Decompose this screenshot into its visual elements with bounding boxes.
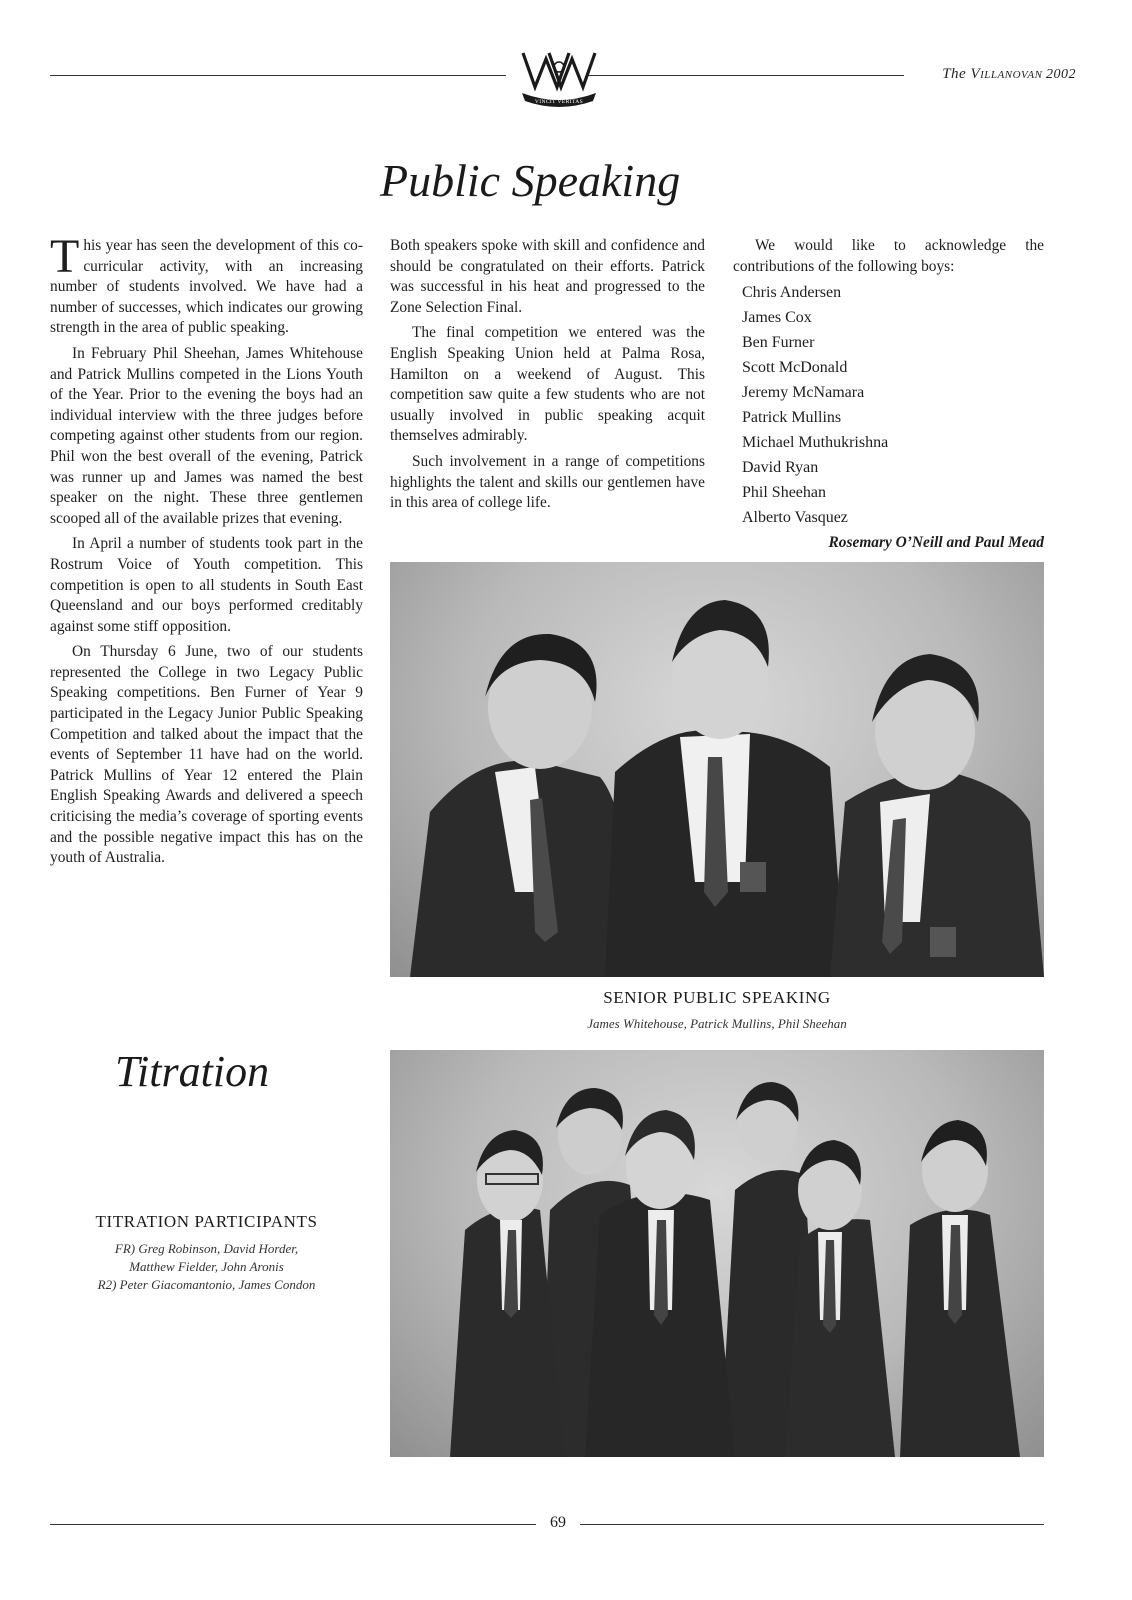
list-item: Michael Muthukrishna (742, 434, 889, 452)
public-speaking-title: Public Speaking (380, 155, 681, 206)
acknowledgement-intro: We would like to acknowledge the contributions of the following boys: (733, 237, 1044, 275)
footer-rule-right (580, 1524, 1044, 1525)
paragraph-2: In February Phil Sheehan, James Whitehouse and Patrick Mullins competed in the Lions Youth of the Year. Prior to the evening the boys had an individual interview with the three judges before competing against other students from our region. Phil won the best overall of the evening, Patrick was runner up and James was named the best speaker on the night. These three gentlemen scooped all of the available prizes that evening. (50, 344, 363, 527)
titration-caption-line-1: FR) Greg Robinson, David Horder, (114, 1241, 299, 1256)
paragraph-6: The final competition we entered was the English Speaking Union held at Palma Rosa, Hamilton on a weekend of August. This competition saw quite a few students who are not usually involved in public speaking acquit themselves admirably. (390, 324, 705, 445)
publication-name: Villanovan (970, 66, 1043, 82)
publication-lead: The (942, 66, 971, 82)
titration-caption-line-2: Matthew Fielder, John Aronis (129, 1259, 284, 1274)
header-rule-left (50, 75, 506, 76)
drop-cap: T (50, 230, 80, 283)
footer-rule-left (50, 1524, 536, 1525)
article-column-2 (390, 236, 705, 514)
list-item: Ben Furner (742, 334, 815, 352)
senior-public-speaking-photo (390, 562, 1044, 977)
participant-name-list (733, 280, 1044, 530)
college-crest-logo (519, 49, 599, 107)
titration-caption-line-3: R2) Peter Giacomantonio, James Condon (97, 1277, 316, 1292)
paragraph-1: This year has seen the development of this co-curricular activity, with an increasing number of students involved. We have had a number of successes, which indicates our growing strength in the area of public speaking. (50, 230, 363, 337)
senior-photo-caption-title: SENIOR PUBLIC SPEAKING (603, 988, 831, 1007)
list-item: Alberto Vasquez (742, 509, 848, 527)
page-number: 69 (550, 1514, 566, 1531)
list-item: James Cox (742, 309, 812, 327)
list-item: Chris Andersen (742, 284, 842, 302)
list-item: David Ryan (742, 459, 819, 477)
list-item: Phil Sheehan (742, 484, 826, 502)
publication-year: 2002 (1046, 67, 1076, 82)
titration-title: Titration (115, 1047, 270, 1096)
paragraph-4: On Thursday 6 June, two of our students represented the College in two Legacy Public Speaking competitions. Ben Furner of Year 9 participated in the Legacy Junior Public Speaking Competition and talked about the impact that the events of September 11 have had on the world. Patrick Mullins of Year 12 entered the Plain English Speaking Awards and delivered a speech criticising the media’s coverage of sporting events and the possible negative impact this has on the youth of Australia. (50, 643, 363, 867)
titration-caption-title: TITRATION PARTICIPANTS (95, 1212, 318, 1231)
header-rule-right (586, 75, 904, 76)
article-authors: Rosemary O’Neill and Paul Mead (828, 534, 1044, 552)
list-item: Jeremy McNamara (742, 384, 865, 402)
article-column-3 (733, 236, 1044, 554)
list-item: Patrick Mullins (742, 409, 842, 427)
paragraph-3: In April a number of students took part in the Rostrum Voice of Youth competition. This competition is open to all students in South East Queensland and our boys performed creditably against some stiff opposition. (50, 535, 363, 635)
publication-title (942, 66, 1076, 83)
list-item: Scott McDonald (742, 359, 848, 377)
titration-participants-photo (390, 1050, 1044, 1457)
svg-text:VINCIT VERITAS: VINCIT VERITAS (534, 99, 584, 105)
paragraph-5: Both speakers spoke with skill and confidence and should be congratulated on their efforts. Patrick was successful in his heat and progressed to the Zone Selection Final. (390, 237, 705, 316)
article-column-1 (50, 230, 363, 869)
senior-photo-caption-names: James Whitehouse, Patrick Mullins, Phil Sheehan (587, 1016, 847, 1031)
paragraph-7: Such involvement in a range of competitions highlights the talent and skills our gentlemen have in this area of college life. (390, 452, 705, 512)
